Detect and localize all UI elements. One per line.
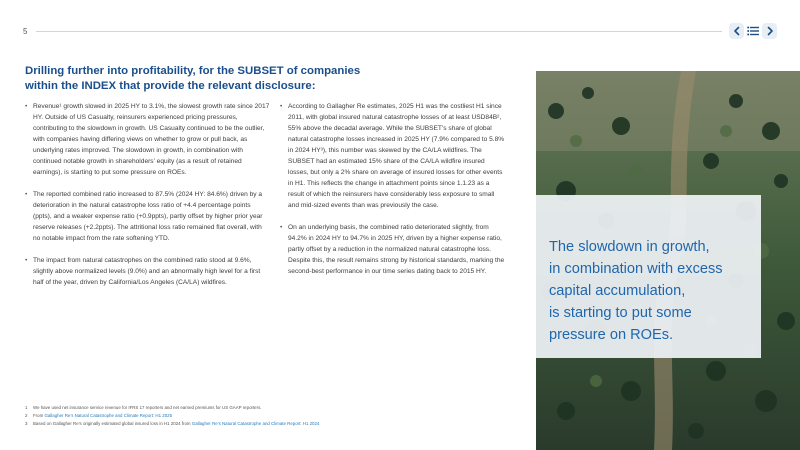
footnote-number: 2 <box>25 413 28 418</box>
footnote-text: We have used net insurance service revenue for IFRS 17 reporters and net earned premiums for US GAAP reporters. <box>33 405 262 410</box>
footnote-link[interactable]: Gallagher Re’s Natural Catastrophe and Climate Report: H1 2025 <box>44 413 173 418</box>
footnote <box>25 404 505 412</box>
middle-text-column <box>280 101 505 288</box>
pull-quote-line: capital accumulation, <box>549 283 686 299</box>
footnotes <box>25 404 505 428</box>
pull-quote-line: is starting to put some <box>549 305 692 321</box>
footnote <box>25 412 505 420</box>
footnote-link[interactable]: Gallagher Re’s Natural Catastrophe and Climate Report: H1 2024 <box>191 421 320 426</box>
section-heading-line-1: Drilling further into profitability, for the SUBSET of companies <box>25 65 361 77</box>
footnote-number: 1 <box>25 405 28 410</box>
pull-quote <box>549 236 723 346</box>
contents-menu-button[interactable] <box>745 23 761 39</box>
pull-quote-line: pressure on ROEs. <box>549 327 674 343</box>
bullet-underlying-combined-ratio: • On an underlying basis, the combined ratio deteriorated slightly, from 94.2% in 2024 HY to 94.7% in 2025 HY, driven by a higher expense ratio, partly offset by a reduction in the normalized natural catastrophe loss. Despite this, the result remains strong by historical standards, marking the second-best performance in our time series dating back to 2015 HY. <box>280 222 505 277</box>
footnote-text <box>33 412 172 420</box>
left-text-column <box>25 101 270 299</box>
bullet-natural-catastrophes: • The impact from natural catastrophes on the combined ratio stood at 9.6%, slightly above normalized levels (9.0%) and an abnormally high level for a first half of the year, driven by California/Los Angeles (CA/LA) wildfires. <box>25 255 270 288</box>
section-heading <box>25 64 361 94</box>
bullet-gallagher-estimates: • According to Gallagher Re estimates, 2025 H1 was the costliest H1 since 2011, with global insured natural catastrophe losses of at least USD84B², 55% above the decadal average. While the SUBSET’s share of global natural catastrophe losses increased in 2025 HY (7.9% compared to 5.8% in 2024 HY³), this number was skewed by the CA/LA wildfires. The SUBSET had an estimated 15% share of the CA/LA wildfire insured losses, but only a 2% share on average of insured losses for other events in H1. This reflects the change in attachment points since 1.1.23 as a result of which the reinsurers have considerably less exposure to small and mid-sized events than was previously the case. <box>280 101 505 211</box>
footnote-prefix: Based on Gallagher Re’s originally estimated global insured loss in H1 2024 from <box>33 421 192 426</box>
chevron-right-icon <box>766 26 774 36</box>
list-icon <box>747 26 759 36</box>
pull-quote-line: The slowdown in growth, <box>549 239 710 255</box>
header-divider <box>36 31 722 32</box>
pull-quote-line: in combination with excess <box>549 261 723 277</box>
footnote-prefix: From <box>33 413 45 418</box>
chevron-left-icon <box>733 26 741 36</box>
bullet-combined-ratio: • The reported combined ratio increased to 87.5% (2024 HY: 84.6%) driven by a deterioration in the natural catastrophe loss ratio of +4.4 percentage points (ppts), and a weaker expense ratio (+0.9ppts), partly offset by higher prior year reserve releases (+2.2ppts). The attritional loss ratio remained flat overall, with no notable impact from the rate softening YTD. <box>25 189 270 244</box>
footnote-number: 3 <box>25 421 28 426</box>
footnote-text <box>33 420 319 428</box>
bullet-revenue-growth: • Revenue¹ growth slowed in 2025 HY to 3.1%, the slowest growth rate since 2017 HY. Outside of US Casualty, reinsurers experienced pricing pressures, contributing to the slowdown in growth. US Casualty continued to be the outlier, with companies having differing views on whether to grow or pull back, as underlying rates improved. The slowdown in growth, in combination with continued notable growth in shareholders’ equity (as a result of retained earnings), is starting to put some pressure on ROEs. <box>25 101 270 178</box>
pull-quote-box <box>536 195 761 358</box>
previous-page-button[interactable] <box>729 23 744 39</box>
section-heading-line-2: within the INDEX that provide the relevant disclosure: <box>25 80 316 92</box>
next-page-button[interactable] <box>762 23 777 39</box>
footnote <box>25 420 505 428</box>
page-number: 5 <box>23 27 28 36</box>
